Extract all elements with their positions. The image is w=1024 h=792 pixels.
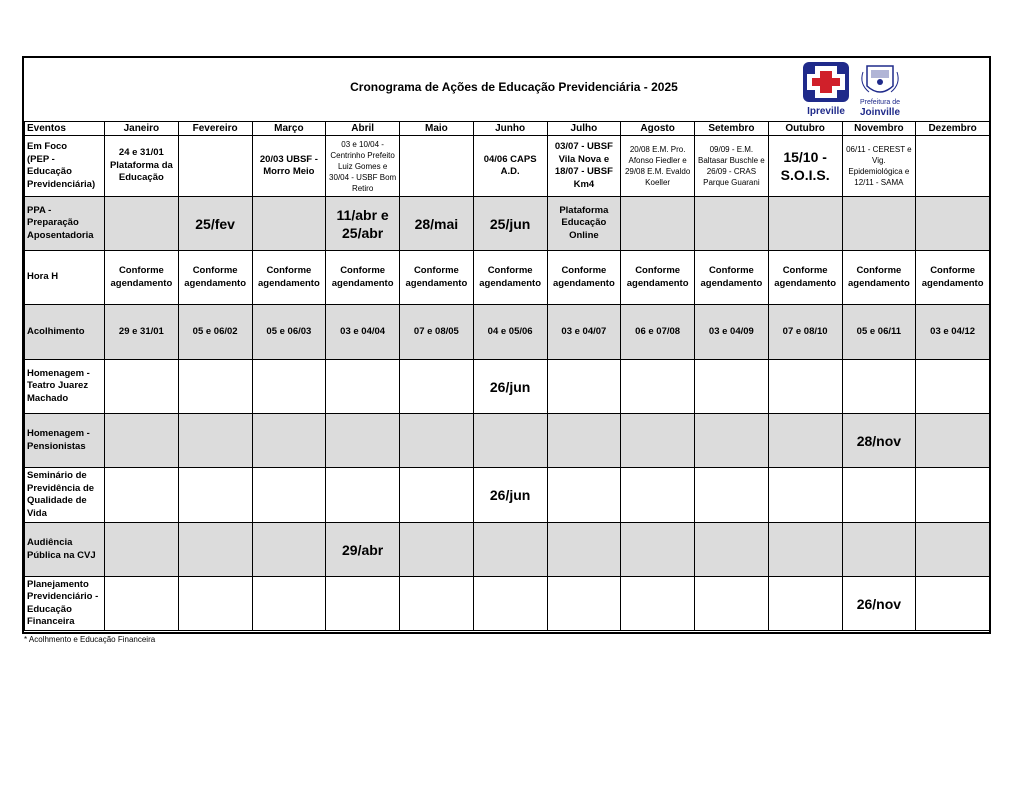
cell-setembro — [695, 577, 769, 631]
table-body — [25, 136, 990, 631]
cell-text: 05 e 06/02 — [192, 325, 238, 337]
cell-agosto — [621, 360, 695, 414]
cell-janeiro — [105, 305, 179, 360]
header-eventos: Eventos — [25, 122, 105, 136]
ipreville-logo-text: Ipreville — [807, 106, 845, 117]
cell-junho — [473, 414, 547, 468]
cell-junho — [473, 523, 547, 577]
event-name — [25, 136, 105, 197]
table-row — [25, 251, 990, 305]
cell-novembro — [842, 577, 916, 631]
cell-novembro — [842, 197, 916, 251]
event-label: Planejamento Previdenciário - Educação Financeira — [27, 578, 99, 627]
cell-outubro — [768, 251, 842, 305]
cell-text: 26/jun — [489, 378, 531, 395]
cell-dezembro — [916, 414, 990, 468]
cell-abril — [326, 197, 400, 251]
event-label: Hora H — [27, 271, 59, 283]
cell-text: 03/07 - UBSF Vila Nova e 18/07 - UBSF Km4 — [554, 141, 613, 190]
cell-abril — [326, 305, 400, 360]
cell-text: 25/fev — [195, 215, 235, 232]
cell-julho — [547, 523, 621, 577]
header-dezembro: Dezembro — [916, 122, 990, 136]
cell-text: 06 e 07/08 — [635, 325, 681, 337]
cell-text: 03 e 10/04 - Centrinho Prefeito Luiz Gomes e 30/04 - USBF Bom Retiro — [329, 139, 397, 193]
header-fevereiro: Fevereiro — [178, 122, 252, 136]
event-name — [25, 577, 105, 631]
cell-novembro — [842, 136, 916, 197]
cell-text: Conforme agendamento — [110, 265, 173, 289]
cell-julho — [547, 468, 621, 523]
cell-julho — [547, 305, 621, 360]
cell-maio — [400, 523, 474, 577]
cell-text: 26/jun — [489, 487, 531, 503]
event-label: Acolhimento — [27, 325, 85, 337]
cell-marco — [252, 414, 326, 468]
event-name — [25, 414, 105, 468]
cell-marco — [252, 305, 326, 360]
cell-janeiro — [105, 523, 179, 577]
cell-text: 03 e 04/07 — [561, 325, 607, 337]
table-row — [25, 468, 990, 523]
cell-janeiro — [105, 468, 179, 523]
cell-junho — [473, 136, 547, 197]
cell-junho — [473, 251, 547, 305]
cell-setembro — [695, 414, 769, 468]
cell-text: Conforme agendamento — [626, 265, 689, 289]
cell-text: 05 e 06/11 — [856, 325, 902, 337]
cell-text: 15/10 - S.O.I.S. — [780, 149, 830, 183]
event-name — [25, 197, 105, 251]
event-name — [25, 360, 105, 414]
header-junho: Junho — [473, 122, 547, 136]
cell-text: 04/06 CAPS A.D. — [483, 153, 537, 177]
cell-text: 05 e 06/03 — [266, 325, 312, 337]
cell-outubro — [768, 577, 842, 631]
cell-maio — [400, 305, 474, 360]
cell-junho — [473, 305, 547, 360]
table-row — [25, 414, 990, 468]
cell-dezembro — [916, 251, 990, 305]
cell-marco — [252, 251, 326, 305]
cell-julho — [547, 360, 621, 414]
cell-dezembro — [916, 523, 990, 577]
cell-setembro — [695, 251, 769, 305]
header-outubro: Outubro — [768, 122, 842, 136]
cell-dezembro — [916, 577, 990, 631]
cell-text: 03 e 04/12 — [930, 325, 976, 337]
header-agosto: Agosto — [621, 122, 695, 136]
cell-fevereiro — [178, 251, 252, 305]
cell-dezembro — [916, 136, 990, 197]
cell-outubro — [768, 414, 842, 468]
cell-fevereiro — [178, 577, 252, 631]
prefeitura-line2: Joinville — [859, 107, 901, 118]
cell-agosto — [621, 523, 695, 577]
cell-janeiro — [105, 136, 179, 197]
cell-novembro — [842, 523, 916, 577]
schedule-sheet — [22, 56, 991, 634]
cell-setembro — [695, 360, 769, 414]
event-name — [25, 251, 105, 305]
cell-text: Conforme agendamento — [331, 265, 394, 289]
cell-maio — [400, 414, 474, 468]
cell-text: 28/mai — [414, 215, 459, 232]
cell-novembro — [842, 414, 916, 468]
cell-fevereiro — [178, 136, 252, 197]
cell-text: Plataforma Educação Online — [559, 204, 609, 241]
cell-janeiro — [105, 251, 179, 305]
prefeitura-crest-icon — [857, 60, 903, 118]
event-label: Homenagem - Teatro Juarez Machado — [27, 367, 90, 404]
cell-text: 11/abr e 25/abr — [336, 206, 389, 241]
cell-text: Conforme agendamento — [479, 265, 541, 289]
cell-outubro — [768, 360, 842, 414]
cell-junho — [473, 197, 547, 251]
cell-fevereiro — [178, 360, 252, 414]
page-title: Cronograma de Ações de Educação Previdenciária - 2025 — [350, 80, 678, 94]
cell-text: Conforme agendamento — [774, 265, 836, 289]
cell-fevereiro — [178, 305, 252, 360]
event-label: PPA - Preparação Aposentadoria — [27, 204, 94, 241]
header-novembro: Novembro — [842, 122, 916, 136]
cell-text: 03 e 04/09 — [708, 325, 754, 337]
cell-abril — [326, 360, 400, 414]
cell-novembro — [842, 305, 916, 360]
cell-maio — [400, 468, 474, 523]
cell-abril — [326, 468, 400, 523]
cell-setembro — [695, 136, 769, 197]
table-row — [25, 360, 990, 414]
cell-julho — [547, 414, 621, 468]
event-name — [25, 468, 105, 523]
header-janeiro: Janeiro — [105, 122, 179, 136]
table-row — [25, 136, 990, 197]
footnote: * Acolhmento e Educação Financeira — [24, 635, 156, 644]
cell-setembro — [695, 197, 769, 251]
cell-marco — [252, 136, 326, 197]
cell-fevereiro — [178, 197, 252, 251]
ipreville-logo-icon — [801, 60, 853, 118]
cell-marco — [252, 577, 326, 631]
cell-fevereiro — [178, 414, 252, 468]
event-name — [25, 305, 105, 360]
cell-text: 09/09 - E.M. Baltasar Buschle e 26/09 - CRAS Parque Guarani — [698, 145, 765, 187]
cell-maio — [400, 136, 474, 197]
cell-junho — [473, 360, 547, 414]
cell-agosto — [621, 251, 695, 305]
cell-text: 25/jun — [489, 215, 531, 232]
cell-text: 28/nov — [856, 432, 902, 449]
cell-janeiro — [105, 577, 179, 631]
cell-text: Conforme agendamento — [847, 265, 910, 289]
cell-text: 06/11 - CEREST e Vig. Epidemiológica e 12/11 - SAMA — [846, 145, 912, 187]
cell-julho — [547, 136, 621, 197]
cell-outubro — [768, 136, 842, 197]
cell-novembro — [842, 468, 916, 523]
cell-text: Conforme agendamento — [552, 265, 615, 289]
cell-text: 03 e 04/04 — [340, 325, 386, 337]
cell-setembro — [695, 305, 769, 360]
cell-outubro — [768, 197, 842, 251]
cell-text: 29 e 31/01 — [118, 325, 164, 337]
cell-text: Conforme agendamento — [257, 265, 320, 289]
cell-maio — [400, 577, 474, 631]
cell-julho — [547, 197, 621, 251]
cell-fevereiro — [178, 468, 252, 523]
header-row — [25, 122, 990, 136]
cell-outubro — [768, 305, 842, 360]
cell-julho — [547, 577, 621, 631]
table-row — [25, 305, 990, 360]
title-row — [24, 58, 989, 122]
table-row — [25, 577, 990, 631]
cell-junho — [473, 468, 547, 523]
cell-abril — [326, 251, 400, 305]
event-label: Audiência Pública na CVJ — [27, 537, 96, 561]
table-row — [25, 523, 990, 577]
cell-setembro — [695, 468, 769, 523]
cell-dezembro — [916, 305, 990, 360]
cell-abril — [326, 414, 400, 468]
cell-agosto — [621, 414, 695, 468]
header-setembro: Setembro — [695, 122, 769, 136]
logos — [801, 60, 901, 118]
cell-text: 07 e 08/05 — [413, 325, 459, 337]
cell-dezembro — [916, 360, 990, 414]
cell-maio — [400, 197, 474, 251]
cell-text: Conforme agendamento — [184, 265, 246, 289]
header-marco: Março — [252, 122, 326, 136]
cell-text: Conforme agendamento — [700, 265, 763, 289]
schedule-table — [24, 121, 990, 631]
cell-dezembro — [916, 468, 990, 523]
cell-text: 29/abr — [342, 541, 384, 558]
header-maio: Maio — [400, 122, 474, 136]
cell-abril — [326, 523, 400, 577]
header-abril: Abril — [326, 122, 400, 136]
cell-agosto — [621, 305, 695, 360]
cell-marco — [252, 360, 326, 414]
cell-text: 26/nov — [856, 595, 902, 612]
cell-julho — [547, 251, 621, 305]
table-row — [25, 197, 990, 251]
cell-outubro — [768, 468, 842, 523]
cell-abril — [326, 136, 400, 197]
cell-novembro — [842, 251, 916, 305]
cell-marco — [252, 523, 326, 577]
cell-agosto — [621, 577, 695, 631]
cell-text: 20/08 E.M. Pro. Afonso Fiedler e 29/08 E.M. Evaldo Koeller — [624, 145, 691, 187]
cell-janeiro — [105, 360, 179, 414]
header-julho: Julho — [547, 122, 621, 136]
prefeitura-line1: Prefeitura de — [859, 99, 901, 106]
cell-text: 04 e 05/06 — [487, 325, 533, 337]
cell-fevereiro — [178, 523, 252, 577]
cell-novembro — [842, 360, 916, 414]
cell-text: 07 e 08/10 — [782, 325, 828, 337]
event-label: Seminário de Previdência de Qualidade de Vida — [27, 470, 95, 519]
cell-dezembro — [916, 197, 990, 251]
cell-maio — [400, 251, 474, 305]
cell-text: 20/03 UBSF - Morro Meio — [259, 153, 318, 177]
cell-janeiro — [105, 414, 179, 468]
event-name — [25, 523, 105, 577]
cell-marco — [252, 197, 326, 251]
event-label: Em Foco (PEP - Educação Previdenciária) — [27, 141, 96, 190]
cell-agosto — [621, 468, 695, 523]
cell-agosto — [621, 197, 695, 251]
cell-marco — [252, 468, 326, 523]
cell-junho — [473, 577, 547, 631]
cell-abril — [326, 577, 400, 631]
cell-maio — [400, 360, 474, 414]
cell-janeiro — [105, 197, 179, 251]
cell-text: Conforme agendamento — [405, 265, 468, 289]
cell-setembro — [695, 523, 769, 577]
cell-text: 24 e 31/01 Plataforma da Educação — [109, 147, 173, 184]
cell-agosto — [621, 136, 695, 197]
event-label: Homenagem - Pensionistas — [27, 428, 90, 452]
cell-outubro — [768, 523, 842, 577]
cell-text: Conforme agendamento — [921, 265, 984, 289]
